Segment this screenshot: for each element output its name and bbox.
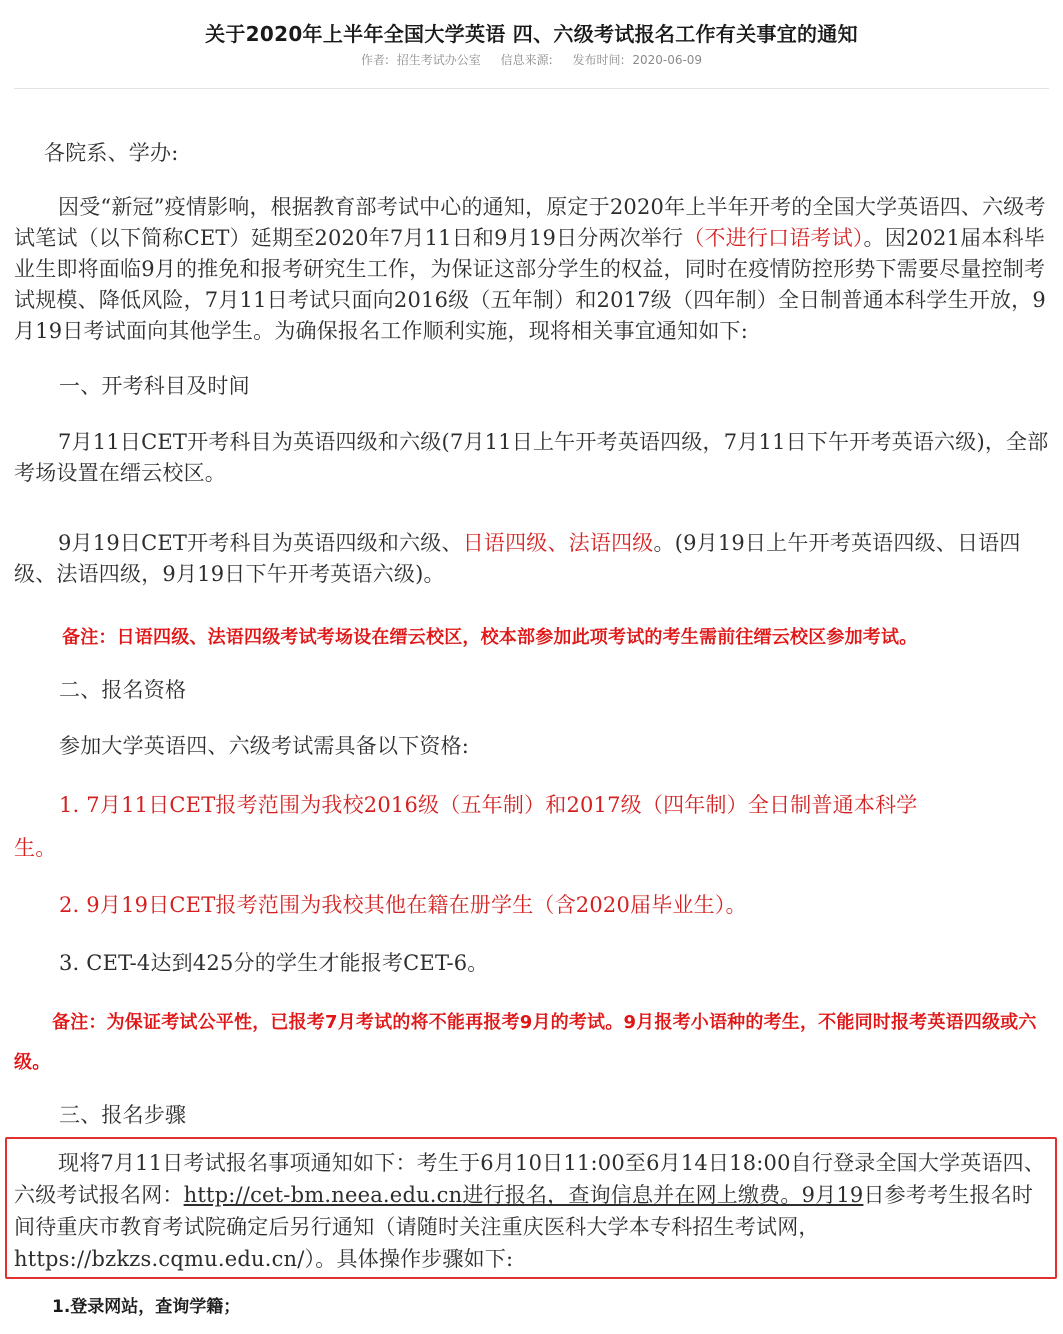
section3-paragraph	[14, 1147, 1052, 1275]
source-label: 信息来源:	[500, 53, 553, 67]
s3-text-b: 日参考考生报名时间待重庆市教育考试院确定后另行通知（请随时关注重庆医科大学本专科招生考试网，https://bzkzs.cqmu.edu.cn/）。具体操作步骤如下:	[14, 1183, 1034, 1271]
section1-paragraph2	[14, 528, 1056, 590]
greeting: 各院系、学办:	[44, 141, 179, 165]
s1-p2-text-red: 日语四级、法语四级	[462, 531, 654, 555]
note-1: 备注：日语四级、法语四级考试考场设在缙云校区，校本部参加此项考试的考生需前往缙云校区参加考试。	[62, 627, 918, 648]
s1-p2-text-a: 9月19日CET开考科目为英语四级和六级、	[58, 531, 463, 555]
eligibility-item-3: 3. CET-4达到425分的学生才能报考CET-6。	[59, 951, 489, 975]
section2-intro: 参加大学英语四、六级考试需具备以下资格:	[59, 734, 470, 758]
s3-text-a: 现将7月11日考试报名事项通知如下：考生于6月10日11:00至6月14日18:00自行登录全国大学英语四、六级考试报名网：	[14, 1151, 1046, 1207]
note-2: 备注：为保证考试公平性，已报考7月考试的将不能再报考9月的考试。9月报考小语种的考生，不能同时报考英语四级或六级。	[14, 1012, 1037, 1073]
s1-p2-text-b: 。(9月19日上午开考英语四级、日语四级、法语四级，9月19日下午开考英语六级)。	[14, 531, 1021, 586]
section2-title: 二、报名资格	[59, 678, 187, 702]
header-divider	[14, 88, 1049, 89]
notice-meta	[0, 51, 1063, 68]
author-label: 作者: 招生考试办公室	[360, 53, 481, 67]
intro-text-b: 。因2021届本科毕业生即将面临9月的推免和报考研究生工作，为保证这部分学生的权益，同时在疫情防控形势下需要尽量控制考试规模、降低风险，7月11日考试只面向2016级（五年制）和2017级（四年制）全日制普通本科学生开放，9月19日考试面向其他学生。为确保报名工作顺利实施，现将相关事宜通知如下:	[14, 226, 1046, 343]
section1-title: 一、开考科目及时间	[59, 374, 250, 398]
eligibility-item-1: 1. 7月11日CET报考范围为我校2016级（五年制）和2017级（四年制）全日制普通本科学	[59, 793, 918, 817]
section1-paragraph1: 7月11日CET开考科目为英语四级和六级(7月11日上午开考英语四级，7月11日下午开考英语六级)，全部考场设置在缙云校区。	[14, 430, 1049, 485]
step-1-heading: 1.登录网站，查询学籍；	[52, 1297, 241, 1317]
intro-paragraph	[14, 192, 1056, 347]
eligibility-item-1-cont: 生。	[14, 836, 57, 860]
eligibility-item-2: 2. 9月19日CET报考范围为我校其他在籍在册学生（含2020届毕业生）。	[59, 893, 747, 917]
intro-text-a: 因受“新冠”疫情影响，根据教育部考试中心的通知，原定于2020年上半年开考的全国大学英语四、六级考试笔试（以下简称CET）延期至2020年7月11日和9月19日分两次举行	[14, 195, 1046, 250]
registration-link[interactable]: http://cet-bm.neea.edu.cn进行报名，查询信息并在网上缴费。9月19	[183, 1183, 864, 1207]
section3-title: 三、报名步骤	[59, 1103, 187, 1127]
notice-title: 关于2020年上半年全国大学英语 四、六级考试报名工作有关事宜的通知	[205, 22, 858, 46]
published-date: 发布时间: 2020-06-09	[572, 53, 703, 67]
intro-text-red: （不进行口语考试）	[683, 226, 864, 250]
